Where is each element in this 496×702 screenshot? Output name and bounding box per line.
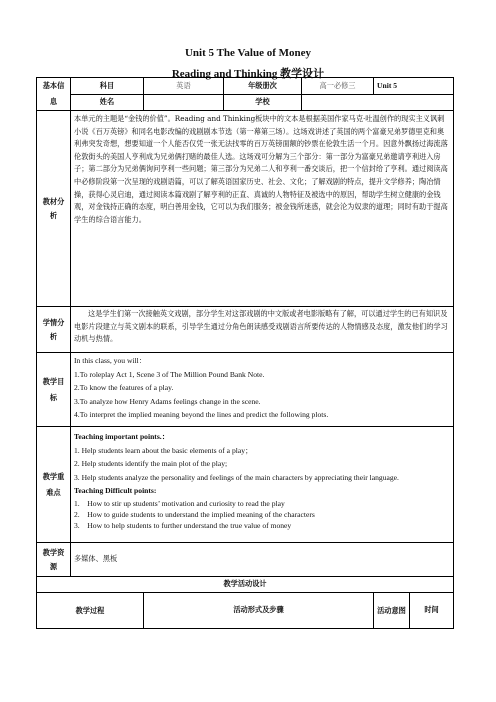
unit-value: Unit 5 (374, 78, 454, 95)
document-subtitle: Reading and Thinking 教学设计 (171, 68, 325, 80)
student-analysis-label: 学情分析 (37, 307, 71, 353)
name-label: 姓名 (71, 94, 144, 111)
objective-item: 1.To roleplay Act 1, Scene 3 of The Million Pound Bank Note. (74, 369, 265, 379)
student-analysis-text (71, 307, 454, 353)
time-column-header: 时间 (410, 593, 454, 629)
key-points-row (37, 427, 454, 543)
resources-label: 教学资源 (37, 543, 71, 577)
key-points-content (71, 427, 454, 543)
important-point-item: 3. Help students analyze the personality and feelings of the main characters by appreciating their language. (74, 472, 399, 482)
grade-value: 高一必修三 (302, 78, 374, 95)
activity-columns-row (37, 593, 454, 629)
important-point-item: 1. Help students learn about the basic elements of a play； (74, 445, 253, 455)
key-points-label: 教学重难点 (37, 427, 71, 543)
student-analysis-paragraph: 这是学生们第一次接触英文戏剧，部分学生对这部戏剧的中文版或者电影版略有了解，可以通过学生的已有知识及电影片段建立与英文剧本的联系，引导学生通过分角色朗读感受戏剧语言所要传达的人物情感及态度，激发他们的学习动机与热情。 (74, 309, 448, 344)
objectives-row (37, 353, 454, 427)
school-value (302, 94, 454, 111)
subject-label: 科目 (71, 78, 144, 95)
difficult-point-item: 3. How to help students to further understand the true value of money (74, 520, 292, 530)
difficult-point-item: 2. How to guide students to understand the implied meaning of the characters (74, 509, 315, 519)
student-analysis-row (37, 307, 454, 353)
basic-info-row-1 (37, 78, 454, 95)
name-value (144, 94, 224, 111)
resources-row (37, 543, 454, 577)
difficult-points-heading: Teaching Difficult points: (74, 486, 157, 495)
objectives-content (71, 353, 454, 427)
material-analysis-text (71, 111, 454, 307)
objective-item: 3.To analyze how Henry Adams feelings change in the scene. (74, 396, 261, 406)
document-title: Unit 5 The Value of Money (184, 47, 311, 59)
difficult-point-item: 1. How to stir up students’ motivation and curiosity to read the play (74, 498, 285, 508)
process-column-header: 教学过程 (37, 593, 144, 629)
grade-label: 年级册次 (224, 78, 302, 95)
activity-design-heading: 教学活动设计 (37, 577, 454, 593)
resources-text: 多媒体、黑板 (71, 543, 454, 577)
objective-item: 4.To interpret the implied meaning beyond the lines and predict the following plots. (74, 410, 329, 419)
basic-info-label: 基本信息 (37, 78, 71, 111)
school-label: 学校 (224, 94, 302, 111)
objectives-intro: In this class, you will： (74, 356, 147, 365)
form-column-header: 活动形式及步骤 (144, 593, 374, 629)
important-points-heading: Teaching important points.： (74, 432, 170, 441)
objective-item: 2.To know the features of a play. (74, 383, 174, 392)
material-analysis-row (37, 111, 454, 307)
material-analysis-paragraph: 本单元的主题是“金钱的价值”。Reading and Thinking板块中的文本是根据美国作家马克·吐温创作的现实主义讽刺小说《百万英镑》和同名电影改编的戏剧剧本节选（第一幕第三场）。这场戏讲述了英国的两个富豪兄弟罗德里克和奥利弗突发奇想，想要知道一个人能否仅凭一张无法找零的百万英镑面额的钞票在伦敦生活一个月。因意外飘扬过海流落伦敦街头的美国人亨利成为兄弟俩打赌的最佳人选。这场戏可分解为三个部分：第一部分为富豪兄弟邀请亨利进入房子；第二部分为兄弟俩询问亨利一些问题；第三部分为兄弟二人和亨利一番交谈后，把一个信封给了亨利。通过阅读高中必修阶段第一次呈现的戏剧语篇，可以了解英语国家历史、社会、文化；了解戏剧的特点，提升文学修养；陶冶情操，获得心灵启迪，通过阅读本篇戏剧了解亨利的正直、真诚的人物特征及被选中的原因，帮助学生树立健康的金钱观，对金钱持正确的态度，明白善用金钱，它可以为我们服务；被金钱所迷惑，就会沦为奴隶的道理；同时有助于提高学生的综合语言能力。 (74, 114, 448, 224)
objectives-label: 教学目标 (37, 353, 71, 427)
basic-info-row-2 (37, 94, 454, 111)
intent-column-header: 活动意图 (374, 593, 410, 629)
material-analysis-label: 教材分析 (37, 111, 71, 307)
subject-value: 英语 (144, 78, 224, 95)
important-point-item: 2. Help students identify the main plot of the play; (74, 459, 228, 468)
activity-design-heading-row (37, 577, 454, 593)
lesson-plan-table (36, 77, 454, 629)
